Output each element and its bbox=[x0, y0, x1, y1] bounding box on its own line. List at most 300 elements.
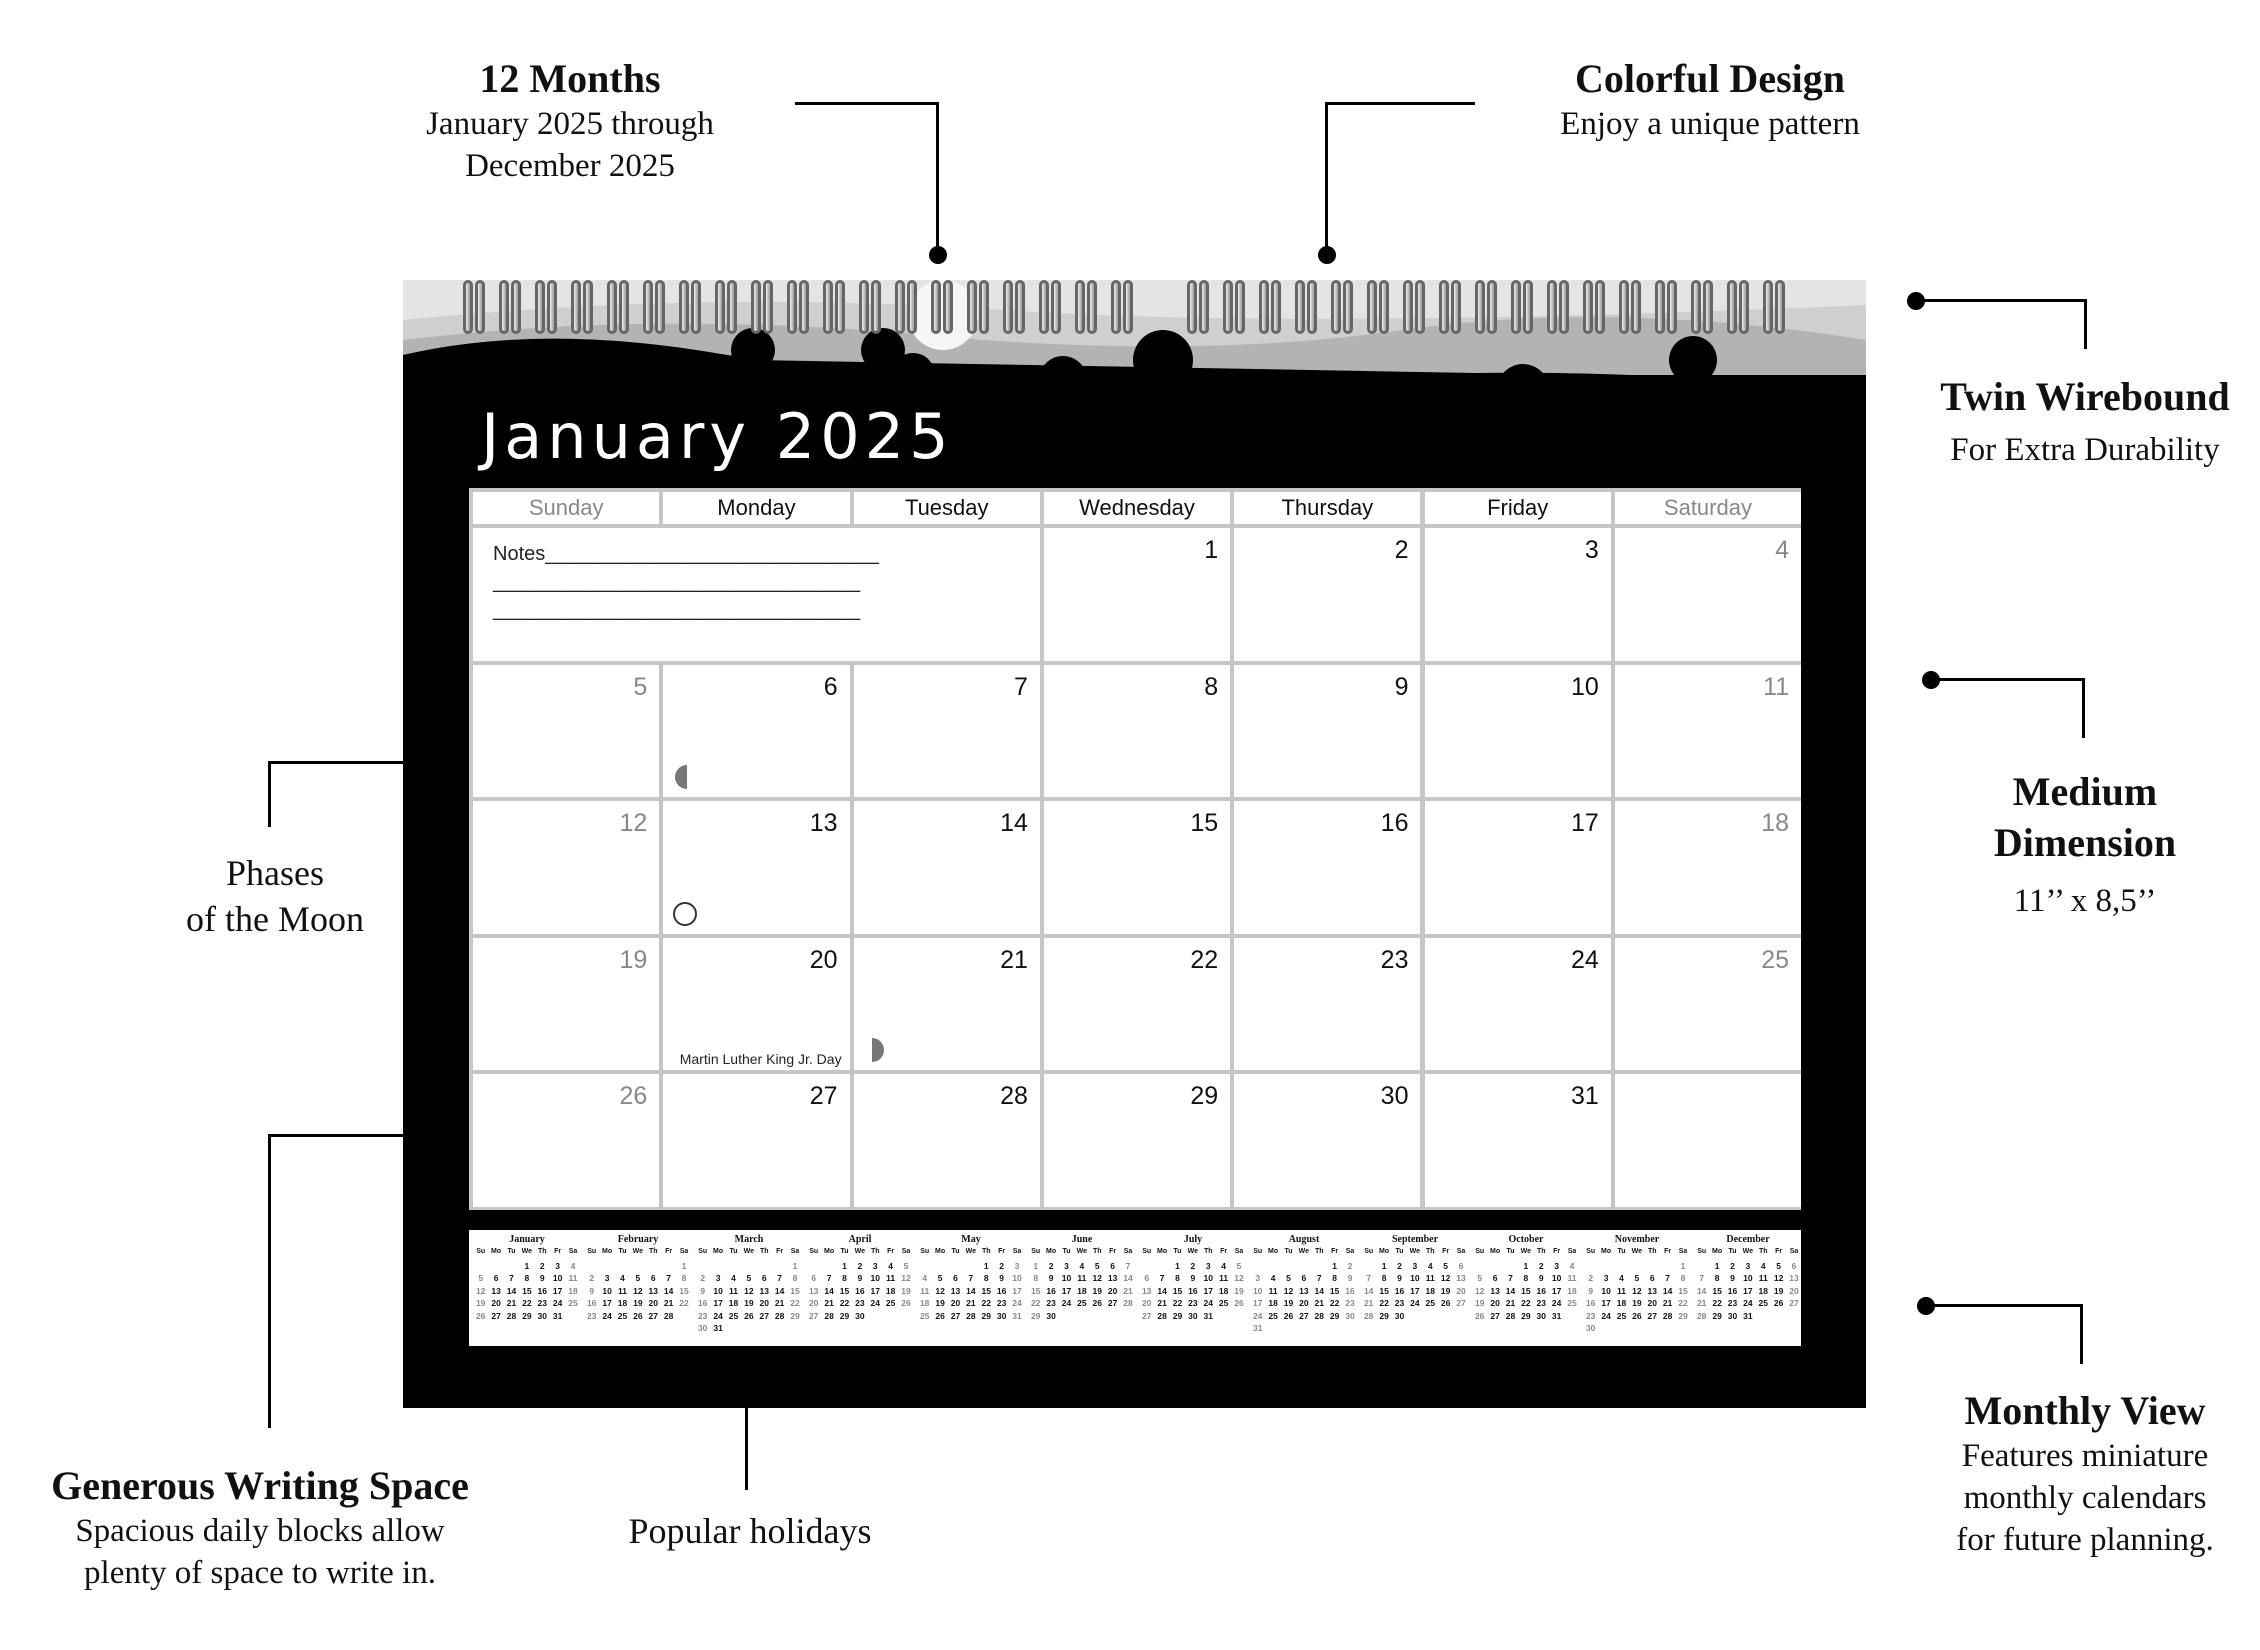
callout-subtitle: Phases of the Moon bbox=[186, 853, 364, 939]
day-cell[interactable] bbox=[1425, 665, 1611, 798]
mini-day: 22 bbox=[1030, 1298, 1041, 1308]
mini-day: 3 bbox=[1014, 1260, 1020, 1271]
day-number: 5 bbox=[633, 672, 648, 701]
mini-day: 18 bbox=[1218, 1285, 1229, 1296]
mini-day: 19 bbox=[1234, 1285, 1244, 1296]
mini-day: 22 bbox=[839, 1298, 850, 1308]
mini-day: 10 bbox=[1252, 1285, 1263, 1296]
callout-subtitle: Popular holidays bbox=[628, 1511, 872, 1551]
mini-weekday: Tu bbox=[729, 1248, 738, 1255]
mini-weekday: Th bbox=[648, 1248, 658, 1255]
mini-day: 12 bbox=[1283, 1285, 1294, 1296]
mini-day: 27 bbox=[648, 1310, 658, 1321]
mini-day: 16 bbox=[1394, 1285, 1405, 1296]
mini-calendar-month: January bbox=[509, 1234, 545, 1245]
mini-day: 31 bbox=[713, 1323, 723, 1333]
mini-day: 14 bbox=[1363, 1285, 1374, 1296]
mini-day bbox=[584, 1261, 599, 1274]
mini-day: 27 bbox=[808, 1310, 819, 1321]
mini-weekday: Th bbox=[1758, 1248, 1768, 1255]
connector-line bbox=[936, 102, 939, 252]
mini-day: 31 bbox=[1551, 1310, 1562, 1321]
mini-day bbox=[1614, 1261, 1629, 1274]
mini-day bbox=[1453, 1311, 1468, 1324]
mini-weekday: Fr bbox=[1775, 1248, 1783, 1255]
mini-day: 29 bbox=[1329, 1310, 1340, 1321]
mini-day: 27 bbox=[950, 1310, 961, 1321]
mini-weekday: Th bbox=[537, 1248, 547, 1255]
mini-weekday: Fr bbox=[1331, 1248, 1339, 1255]
mini-day: 6 bbox=[1791, 1260, 1797, 1271]
mini-weekday: Sa bbox=[1345, 1248, 1355, 1255]
mini-weekday: Su bbox=[1586, 1248, 1596, 1255]
mini-day: 16 bbox=[1345, 1285, 1355, 1296]
mini-day: 17 bbox=[1061, 1285, 1072, 1296]
mini-day: 9 bbox=[539, 1273, 545, 1283]
day-number: 10 bbox=[1570, 672, 1599, 701]
connector-line bbox=[795, 102, 939, 105]
mini-day: 7 bbox=[666, 1273, 672, 1283]
mini-day: 29 bbox=[1678, 1310, 1688, 1321]
day-cell[interactable] bbox=[854, 938, 1040, 1071]
mini-weekday: Sa bbox=[1456, 1248, 1466, 1255]
binding-ring bbox=[643, 280, 653, 334]
mini-day: 28 bbox=[506, 1310, 517, 1321]
callout-writing-space bbox=[20, 1462, 500, 1594]
mini-day: 1 bbox=[1033, 1260, 1039, 1271]
mini-day bbox=[1694, 1261, 1709, 1274]
mini-day: 12 bbox=[1474, 1285, 1485, 1296]
mini-day: 12 bbox=[475, 1285, 486, 1296]
mini-day bbox=[1361, 1261, 1376, 1274]
weekday-header: Thursday bbox=[1234, 492, 1420, 524]
mini-day: 24 bbox=[602, 1310, 612, 1321]
day-cell[interactable] bbox=[1044, 801, 1230, 934]
mini-day: 9 bbox=[1397, 1273, 1402, 1283]
mini-weekday: We bbox=[1742, 1248, 1754, 1255]
connector-line bbox=[1915, 299, 2087, 302]
mini-day: 14 bbox=[1662, 1285, 1673, 1296]
mini-calendar bbox=[1583, 1234, 1691, 1336]
mini-day: 3 bbox=[1554, 1260, 1560, 1271]
weekday-header: Monday bbox=[663, 492, 849, 524]
mini-day: 6 bbox=[1144, 1273, 1150, 1283]
mini-day: 14 bbox=[966, 1285, 976, 1296]
mini-day: 12 bbox=[935, 1285, 945, 1296]
weekday-header: Tuesday bbox=[854, 492, 1040, 524]
day-cell[interactable] bbox=[854, 801, 1040, 934]
mini-day: 18 bbox=[1616, 1298, 1627, 1308]
mini-calendar bbox=[584, 1234, 692, 1323]
mini-day: 16 bbox=[1188, 1285, 1198, 1296]
mini-day: 25 bbox=[728, 1310, 739, 1321]
mini-day: 5 bbox=[1443, 1260, 1449, 1271]
mini-calendar bbox=[1361, 1234, 1469, 1323]
day-cell[interactable] bbox=[1234, 938, 1420, 1071]
mini-weekday: We bbox=[743, 1248, 755, 1255]
mini-weekday: We bbox=[632, 1248, 644, 1255]
mini-weekday: Fr bbox=[1442, 1248, 1450, 1255]
mini-day: 18 bbox=[617, 1298, 628, 1308]
mini-day bbox=[1645, 1261, 1660, 1274]
day-cell[interactable] bbox=[1615, 665, 1801, 798]
binding-ring bbox=[1111, 280, 1121, 334]
mini-day: 9 bbox=[1588, 1285, 1594, 1296]
mini-day: 17 bbox=[713, 1298, 723, 1308]
connector-line bbox=[268, 1134, 271, 1428]
mini-day: 11 bbox=[568, 1273, 578, 1283]
mini-weekday: Fr bbox=[1220, 1248, 1228, 1255]
mini-day bbox=[473, 1261, 488, 1274]
binding-ring bbox=[463, 280, 473, 334]
mini-day: 28 bbox=[1662, 1310, 1673, 1321]
mini-day bbox=[710, 1261, 725, 1274]
day-cell[interactable] bbox=[1425, 528, 1611, 661]
mini-day: 11 bbox=[886, 1273, 896, 1283]
day-cell[interactable] bbox=[1234, 528, 1420, 661]
mini-day bbox=[1503, 1261, 1518, 1274]
mini-day: 30 bbox=[537, 1310, 547, 1321]
mini-day: 19 bbox=[475, 1298, 486, 1308]
mini-day: 25 bbox=[885, 1298, 896, 1308]
day-cell[interactable] bbox=[854, 1074, 1040, 1207]
mini-calendar-month: April bbox=[848, 1234, 872, 1245]
mini-calendar-month: May bbox=[961, 1234, 981, 1245]
mini-weekday: Mo bbox=[491, 1248, 502, 1255]
mini-day: 23 bbox=[1046, 1298, 1056, 1308]
binding-ring bbox=[1343, 280, 1353, 334]
mini-day: 4 bbox=[1569, 1260, 1575, 1271]
day-number: 24 bbox=[1570, 945, 1599, 974]
mini-day: 23 bbox=[1188, 1298, 1198, 1308]
mini-weekday: Fr bbox=[1664, 1248, 1672, 1255]
callout-12-months bbox=[380, 55, 760, 187]
mini-day: 23 bbox=[1727, 1298, 1738, 1308]
day-cell[interactable] bbox=[1044, 665, 1230, 798]
mini-day: 10 bbox=[1203, 1273, 1213, 1283]
day-cell[interactable] bbox=[1615, 938, 1801, 1071]
mini-day: 21 bbox=[1314, 1298, 1324, 1308]
mini-weekday: We bbox=[1631, 1248, 1643, 1255]
weekday-header: Friday bbox=[1425, 492, 1611, 524]
mini-day bbox=[1139, 1261, 1154, 1274]
binding-ring bbox=[787, 280, 797, 334]
mini-day: 10 bbox=[713, 1285, 723, 1296]
binding-ring bbox=[1003, 280, 1013, 334]
day-cell[interactable] bbox=[473, 938, 659, 1071]
mini-day: 1 bbox=[1175, 1260, 1180, 1271]
mini-weekday: Tu bbox=[1062, 1248, 1071, 1255]
mini-day: 6 bbox=[1458, 1260, 1464, 1271]
binding-ring bbox=[727, 280, 737, 334]
mini-day: 26 bbox=[1234, 1298, 1244, 1308]
mini-day: 4 bbox=[1221, 1260, 1227, 1271]
mini-day: 29 bbox=[790, 1310, 800, 1321]
mini-day: 22 bbox=[1379, 1298, 1389, 1308]
wall-calendar bbox=[403, 240, 1866, 1408]
mini-day: 27 bbox=[1141, 1310, 1152, 1321]
day-cell[interactable] bbox=[473, 1074, 659, 1207]
mini-day: 21 bbox=[774, 1298, 785, 1308]
mini-day bbox=[963, 1261, 978, 1274]
mini-day: 4 bbox=[888, 1260, 894, 1271]
mini-day: 7 bbox=[1699, 1273, 1705, 1283]
mini-day bbox=[1756, 1311, 1771, 1324]
mini-day bbox=[741, 1323, 756, 1336]
mini-day bbox=[1583, 1261, 1598, 1274]
day-cell[interactable] bbox=[1425, 938, 1611, 1071]
mini-day: 5 bbox=[1776, 1260, 1782, 1271]
mini-day: 4 bbox=[731, 1273, 736, 1283]
mini-day: 10 bbox=[1012, 1273, 1022, 1283]
mini-day: 14 bbox=[1157, 1285, 1167, 1296]
mini-day: 21 bbox=[1363, 1298, 1374, 1308]
mini-day: 1 bbox=[792, 1260, 798, 1271]
mini-weekday: Su bbox=[1142, 1248, 1152, 1255]
mini-day: 5 bbox=[1094, 1260, 1100, 1271]
day-cell[interactable] bbox=[1234, 801, 1420, 934]
day-cell[interactable] bbox=[1044, 938, 1230, 1071]
mini-day: 29 bbox=[839, 1310, 850, 1321]
mini-day bbox=[1660, 1261, 1675, 1274]
mini-calendar-month: July bbox=[1183, 1234, 1203, 1245]
mini-day: 12 bbox=[901, 1273, 911, 1283]
day-cell[interactable] bbox=[1615, 801, 1801, 934]
moon-phase-full-icon bbox=[671, 900, 699, 928]
mini-day: 6 bbox=[811, 1273, 817, 1283]
mini-day: 17 bbox=[1551, 1285, 1562, 1296]
weekday-header: Wednesday bbox=[1044, 492, 1230, 524]
mini-day: 21 bbox=[1157, 1298, 1167, 1308]
day-cell[interactable] bbox=[1234, 665, 1420, 798]
mini-day: 30 bbox=[996, 1310, 1007, 1321]
mini-calendar-strip bbox=[469, 1230, 1801, 1346]
callout-subtitle: 11’’ x 8,5’’ bbox=[2013, 883, 2157, 919]
mini-day bbox=[1120, 1311, 1135, 1324]
mini-day bbox=[1438, 1311, 1453, 1324]
mini-day: 7 bbox=[1316, 1273, 1322, 1283]
mini-weekday: Su bbox=[1031, 1248, 1041, 1255]
connector-line bbox=[2082, 678, 2085, 738]
mini-day: 25 bbox=[1218, 1298, 1229, 1308]
day-cell[interactable] bbox=[473, 665, 659, 798]
binding-ring bbox=[607, 280, 617, 334]
day-cell[interactable] bbox=[473, 801, 659, 934]
mini-day: 5 bbox=[1634, 1273, 1640, 1283]
mini-day: 17 bbox=[1601, 1298, 1611, 1308]
mini-day: 30 bbox=[855, 1310, 865, 1321]
day-number: 27 bbox=[809, 1082, 838, 1110]
mini-day: 16 bbox=[1536, 1285, 1546, 1296]
day-cell[interactable] bbox=[1044, 1074, 1230, 1207]
mini-calendar bbox=[1028, 1234, 1136, 1323]
mini-weekday: We bbox=[1520, 1248, 1532, 1255]
binding-ring bbox=[1039, 280, 1049, 334]
day-cell[interactable] bbox=[1615, 1074, 1801, 1207]
twin-wire-binding bbox=[463, 280, 1813, 336]
mini-day: 11 bbox=[1567, 1273, 1577, 1283]
mini-day: 16 bbox=[1046, 1285, 1056, 1296]
mini-day: 20 bbox=[491, 1298, 501, 1308]
mini-day: 2 bbox=[700, 1273, 706, 1283]
binding-ring bbox=[1187, 280, 1197, 334]
binding-ring bbox=[1583, 280, 1593, 334]
binding-ring bbox=[943, 280, 953, 334]
binding-ring bbox=[571, 280, 581, 334]
mini-day: 3 bbox=[1412, 1260, 1418, 1271]
mini-day: 27 bbox=[1456, 1298, 1466, 1308]
day-cell[interactable] bbox=[1615, 528, 1801, 661]
day-number: 20 bbox=[809, 945, 838, 974]
mini-day: 6 bbox=[1110, 1260, 1116, 1271]
day-cell[interactable] bbox=[663, 801, 849, 934]
binding-ring bbox=[1523, 280, 1533, 334]
mini-day: 31 bbox=[1252, 1323, 1263, 1333]
callout-title: Medium Dimension bbox=[1993, 769, 2177, 865]
mini-day: 25 bbox=[919, 1310, 930, 1321]
day-number: 18 bbox=[1761, 809, 1790, 837]
mini-day: 22 bbox=[981, 1298, 991, 1308]
mini-day: 8 bbox=[1381, 1273, 1387, 1283]
mini-day: 21 bbox=[966, 1298, 976, 1308]
mini-day: 26 bbox=[1283, 1310, 1294, 1321]
day-number: 9 bbox=[1394, 672, 1409, 701]
day-number: 23 bbox=[1380, 945, 1409, 974]
mini-day: 4 bbox=[1079, 1260, 1085, 1271]
mini-day: 1 bbox=[842, 1260, 847, 1271]
mini-day: 27 bbox=[1299, 1310, 1309, 1321]
mini-day: 4 bbox=[1619, 1273, 1624, 1283]
mini-day bbox=[932, 1261, 947, 1274]
mini-day: 24 bbox=[1601, 1310, 1611, 1321]
binding-ring bbox=[1727, 280, 1737, 334]
binding-ring bbox=[1087, 280, 1097, 334]
day-cell[interactable] bbox=[1425, 801, 1611, 934]
mini-day: 24 bbox=[870, 1298, 880, 1308]
day-cell[interactable] bbox=[1234, 1074, 1420, 1207]
binding-ring bbox=[1307, 280, 1317, 334]
mini-day bbox=[898, 1311, 913, 1324]
mini-day: 9 bbox=[1730, 1273, 1735, 1283]
mini-day: 12 bbox=[1773, 1273, 1784, 1283]
binding-ring bbox=[1619, 280, 1629, 334]
mini-day: 16 bbox=[586, 1298, 597, 1308]
binding-ring bbox=[1655, 280, 1665, 334]
binding-ring bbox=[1075, 280, 1085, 334]
mini-day: 26 bbox=[744, 1310, 754, 1321]
mini-day: 7 bbox=[1159, 1273, 1165, 1283]
notes-area[interactable]: Notes______________________________ _________________________________ _________________________________ bbox=[473, 528, 1040, 661]
mini-day: 7 bbox=[509, 1273, 514, 1283]
mini-day bbox=[646, 1261, 661, 1274]
mini-day: 28 bbox=[774, 1310, 785, 1321]
day-number: 17 bbox=[1570, 809, 1599, 837]
mini-day: 16 bbox=[537, 1285, 547, 1296]
day-cell[interactable] bbox=[1425, 1074, 1611, 1207]
mini-calendar bbox=[473, 1234, 581, 1323]
mini-day: 13 bbox=[808, 1285, 819, 1296]
mini-weekday: Th bbox=[1647, 1248, 1657, 1255]
day-cell[interactable] bbox=[663, 1074, 849, 1207]
mini-day bbox=[1312, 1323, 1327, 1336]
mini-day: 23 bbox=[1536, 1298, 1546, 1308]
mini-day: 4 bbox=[570, 1260, 576, 1271]
mini-day: 7 bbox=[968, 1273, 974, 1283]
mini-day: 3 bbox=[555, 1260, 561, 1271]
day-cell[interactable] bbox=[663, 938, 849, 1071]
mini-day: 27 bbox=[759, 1310, 769, 1321]
mini-day: 14 bbox=[1123, 1273, 1133, 1283]
mini-day: 20 bbox=[950, 1298, 961, 1308]
mini-day: 5 bbox=[1236, 1260, 1242, 1271]
mini-weekday: Mo bbox=[1046, 1248, 1057, 1255]
mini-weekday: Sa bbox=[901, 1248, 911, 1255]
mini-day: 20 bbox=[759, 1298, 769, 1308]
binding-ring bbox=[1511, 280, 1521, 334]
mini-day: 13 bbox=[1456, 1273, 1466, 1283]
mini-weekday: We bbox=[1298, 1248, 1310, 1255]
mini-day: 26 bbox=[1092, 1298, 1102, 1308]
binding-ring bbox=[835, 280, 845, 334]
mini-day: 1 bbox=[1680, 1260, 1686, 1271]
mini-day bbox=[1281, 1261, 1296, 1274]
mini-day: 15 bbox=[522, 1285, 532, 1296]
mini-day: 29 bbox=[1379, 1310, 1389, 1321]
moon-phase-first-quarter-icon bbox=[671, 763, 699, 791]
day-cell[interactable] bbox=[1044, 528, 1230, 661]
day-number: 31 bbox=[1570, 1082, 1599, 1110]
mini-day: 25 bbox=[1567, 1298, 1577, 1308]
mini-day: 23 bbox=[1394, 1298, 1405, 1308]
day-cell[interactable] bbox=[854, 665, 1040, 798]
binding-ring bbox=[1763, 280, 1773, 334]
mini-day: 24 bbox=[552, 1298, 563, 1308]
mini-weekday: Tu bbox=[618, 1248, 627, 1255]
mini-weekday: Mo bbox=[1157, 1248, 1168, 1255]
mini-day: 21 bbox=[663, 1298, 674, 1308]
mini-weekday: Fr bbox=[1553, 1248, 1561, 1255]
mini-day: 25 bbox=[568, 1298, 578, 1308]
mini-day: 10 bbox=[1551, 1273, 1562, 1283]
mini-day: 18 bbox=[1425, 1285, 1435, 1296]
mini-weekday: Sa bbox=[790, 1248, 800, 1255]
mini-calendar bbox=[917, 1234, 1025, 1323]
binding-ring bbox=[763, 280, 773, 334]
mini-day: 29 bbox=[1712, 1310, 1722, 1321]
mini-day: 11 bbox=[1758, 1273, 1768, 1283]
binding-ring bbox=[1595, 280, 1605, 334]
day-cell[interactable] bbox=[663, 665, 849, 798]
binding-ring bbox=[895, 280, 905, 334]
mini-day: 29 bbox=[981, 1310, 991, 1321]
mini-calendar bbox=[1139, 1234, 1247, 1323]
mini-day: 4 bbox=[922, 1273, 928, 1283]
binding-ring bbox=[859, 280, 869, 334]
callout-popular-holidays bbox=[580, 1510, 920, 1552]
mini-day bbox=[917, 1261, 932, 1274]
callout-subtitle: Spacious daily blocks allow plenty of space to write in. bbox=[75, 1513, 445, 1591]
mini-day bbox=[757, 1323, 772, 1336]
mini-weekday: Tu bbox=[507, 1248, 516, 1255]
moon-phase-last-quarter-icon bbox=[862, 1036, 890, 1064]
binding-ring bbox=[1123, 280, 1133, 334]
mini-day: 31 bbox=[1203, 1310, 1213, 1321]
mini-day: 5 bbox=[1477, 1273, 1483, 1283]
mini-day: 7 bbox=[777, 1273, 783, 1283]
mini-day: 15 bbox=[1379, 1285, 1389, 1296]
mini-day: 24 bbox=[1252, 1310, 1263, 1321]
binding-ring bbox=[967, 280, 977, 334]
